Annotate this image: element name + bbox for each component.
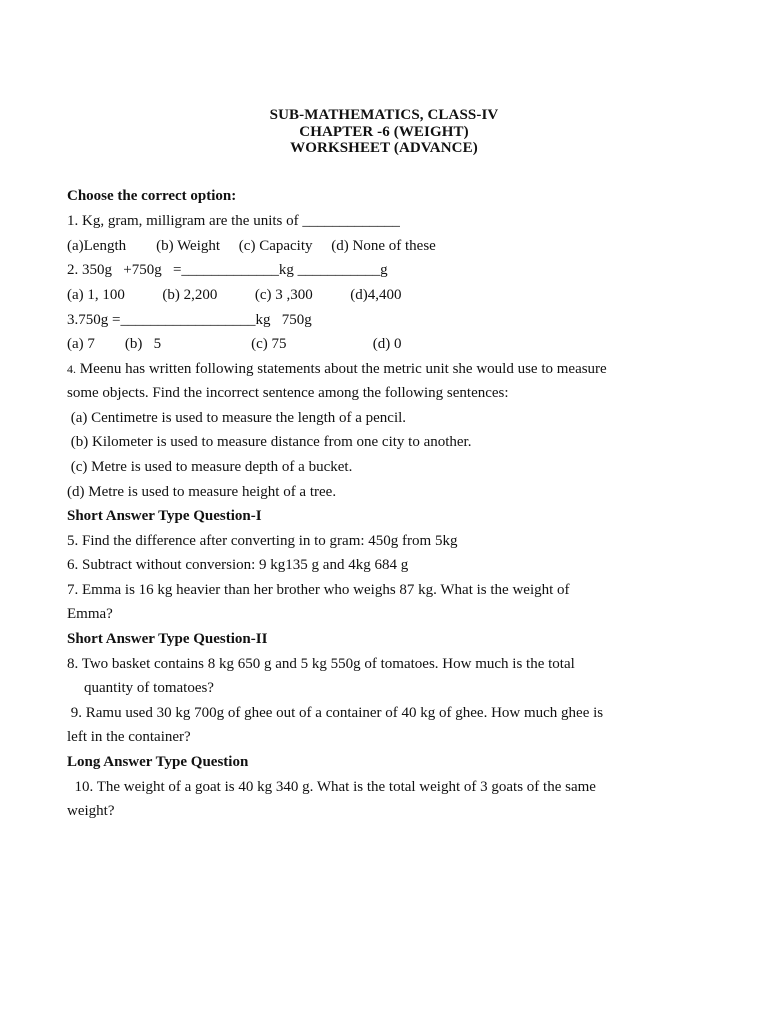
question-4-line-2: some objects. Find the incorrect sentence among the following sentences:: [67, 385, 509, 401]
question-8-line-2: quantity of tomatoes?: [84, 680, 214, 696]
section-heading-short-2: Short Answer Type Question-II: [67, 631, 268, 647]
question-10-line-2: weight?: [67, 803, 115, 819]
question-2: 2. 350g +750g =_____________kg ___________g: [67, 262, 388, 278]
question-9-line-2: left in the container?: [67, 729, 191, 745]
question-4-line-1: [67, 360, 607, 378]
question-8-line-1: 8. Two basket contains 8 kg 650 g and 5 kg 550g of tomatoes. How much is the total: [67, 656, 575, 672]
question-5: 5. Find the difference after converting in to gram: 450g from 5kg: [67, 533, 458, 549]
question-4-option-a: (a) Centimetre is used to measure the length of a pencil.: [67, 410, 407, 426]
section-heading-mcq: Choose the correct option:: [67, 188, 237, 204]
header-subject: SUB-MATHEMATICS, CLASS-IV: [269, 107, 499, 123]
question-1: 1. Kg, gram, milligram are the units of _____________: [67, 213, 400, 229]
section-heading-short-1: Short Answer Type Question-I: [67, 508, 262, 524]
question-4-option-b: (b) Kilometer is used to measure distance from one city to another.: [67, 434, 472, 450]
question-3-options: (a) 7 (b) 5 (c) 75 (d) 0: [67, 336, 402, 352]
question-7-line-2: Emma?: [67, 606, 113, 622]
question-4-option-c: (c) Metre is used to measure depth of a bucket.: [67, 459, 353, 475]
question-9-line-1: 9. Ramu used 30 kg 700g of ghee out of a container of 40 kg of ghee. How much ghee is: [67, 705, 604, 721]
question-7-line-1: 7. Emma is 16 kg heavier than her brother who weighs 87 kg. What is the weight of: [67, 582, 570, 598]
header-chapter: CHAPTER -6 (WEIGHT): [299, 124, 469, 140]
section-heading-long: Long Answer Type Question: [67, 754, 249, 770]
question-4-text: Meenu has written following statements about the metric unit she would use to measure: [76, 361, 607, 377]
question-4-option-d: (d) Metre is used to measure height of a tree.: [67, 484, 337, 500]
question-3: 3.750g =__________________kg 750g: [67, 312, 312, 328]
header-worksheet: WORKSHEET (ADVANCE): [290, 140, 478, 156]
question-2-options: (a) 1, 100 (b) 2,200 (c) 3 ,300 (d)4,400: [67, 287, 402, 303]
question-6: 6. Subtract without conversion: 9 kg135 g and 4kg 684 g: [67, 557, 409, 573]
question-10-line-1: 10. The weight of a goat is 40 kg 340 g. What is the total weight of 3 goats of the same: [67, 779, 596, 795]
question-1-options: (a)Length (b) Weight (c) Capacity (d) None of these: [67, 238, 436, 254]
question-4-number: 4.: [67, 362, 76, 376]
